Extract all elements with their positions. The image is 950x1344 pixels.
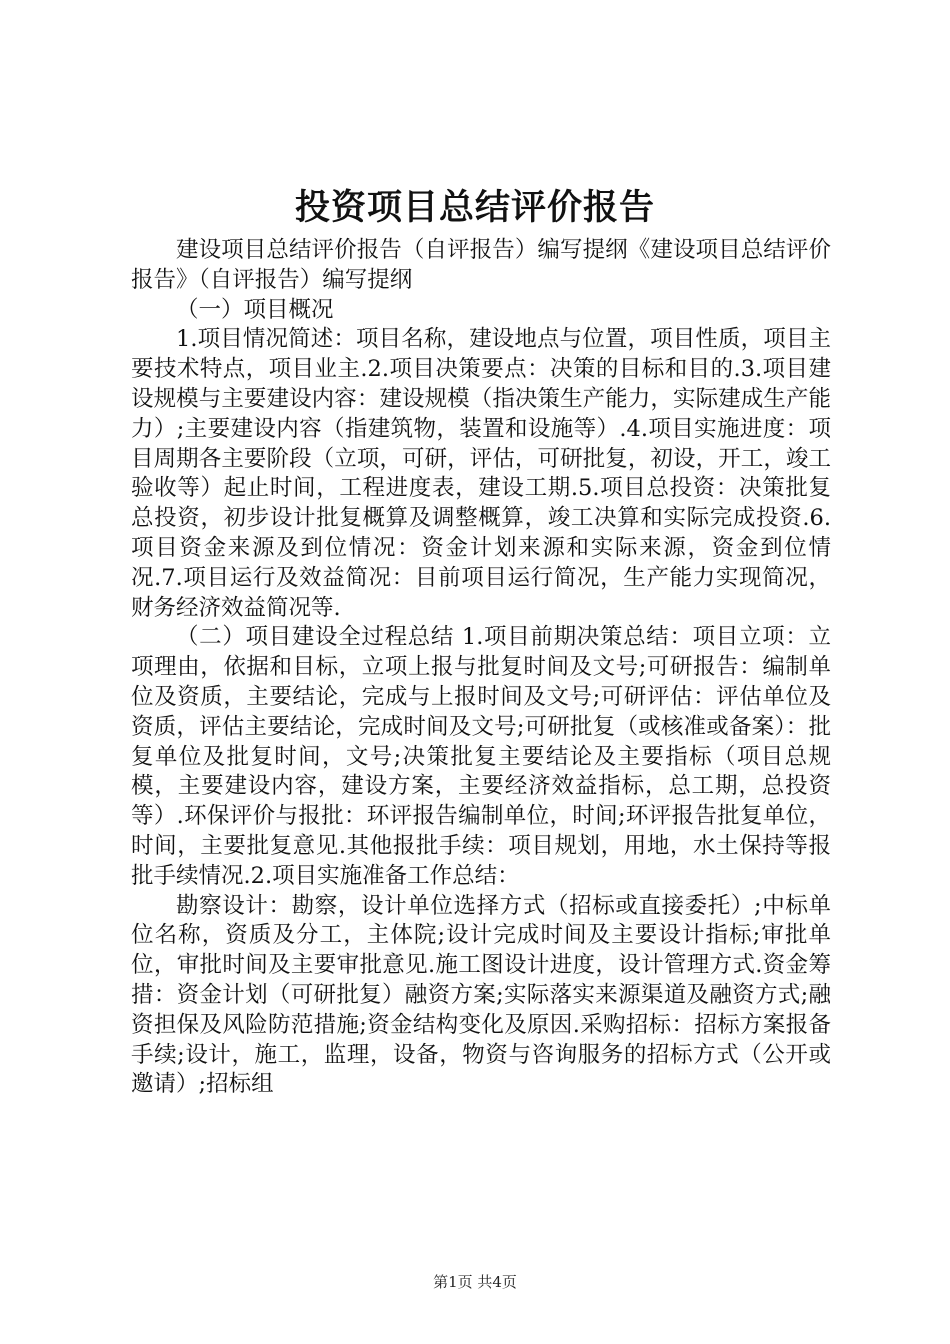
document-body <box>131 236 831 1100</box>
document-title: 投资项目总结评价报告 <box>294 187 655 228</box>
paragraph-intro: 建设项目总结评价报告（自评报告）编写提纲《建设项目总结评价报告》（自评报告）编写提纲 <box>131 237 831 293</box>
paragraph-survey-design: 勘察设计：勘察，设计单位选择方式（招标或直接委托）;中标单位名称，资质及分工，主体院;设计完成时间及主要设计指标;审批单位，审批时间及主要审批意见.施工图设计进度，设计管理方式.资金筹措：资金计划（可研批复）融资方案;实际落实来源渠道及融资方式;融资担保及风险防范措施;资金结构变化及原因.采购招标：招标方案报备手续;设计，施工，监理，设备，物资与咨询服务的招标方式（公开或邀请）;招标组 <box>131 892 831 1098</box>
paragraph-construction-summary: （二）项目建设全过程总结 1.项目前期决策总结：项目立项：立项理由，依据和目标，立项上报与批复时间及文号;可研报告：编制单位及资质，主要结论，完成与上报时间及文号;可研评估：评估单位及资质，评估主要结论，完成时间及文号;可研批复（或核准或备案）：批复单位及批复时间，文号;决策批复主要结论及主要指标（项目总规模，主要建设内容，建设方案，主要经济效益指标，总工期，总投资等）.环保评价与报批：环评报告编制单位，时间;环评报告批复单位，时间，主要批复意见.其他报批手续：项目规划，用地，水土保持等报批手续情况.2.项目实施准备工作总结： <box>131 624 831 889</box>
section-heading-overview: （一）项目概况 <box>176 296 334 323</box>
page-number-footer: 第1页 共4页 <box>433 1273 517 1291</box>
paragraph-project-overview: 1.项目情况简述：项目名称，建设地点与位置，项目性质，项目主要技术特点，项目业主.2.项目决策要点：决策的目标和目的.3.项目建设规模与主要建设内容：建设规模（指决策生产能力，实际建成生产能力）;主要建设内容（指建筑物，装置和设施等）.4.项目实施进度：项目周期各主要阶段（立项，可研，评估，可研批复，初设，开工，竣工验收等）起止时间，工程进度表，建设工期.5.项目总投资：决策批复总投资，初步设计批复概算及调整概算，竣工决算和实际完成投资.6.项目资金来源及到位情况：资金计划来源和实际来源，资金到位情况.7.项目运行及效益简况：目前项目运行简况，生产能力实现简况，财务经济效益简况等. <box>131 326 831 621</box>
